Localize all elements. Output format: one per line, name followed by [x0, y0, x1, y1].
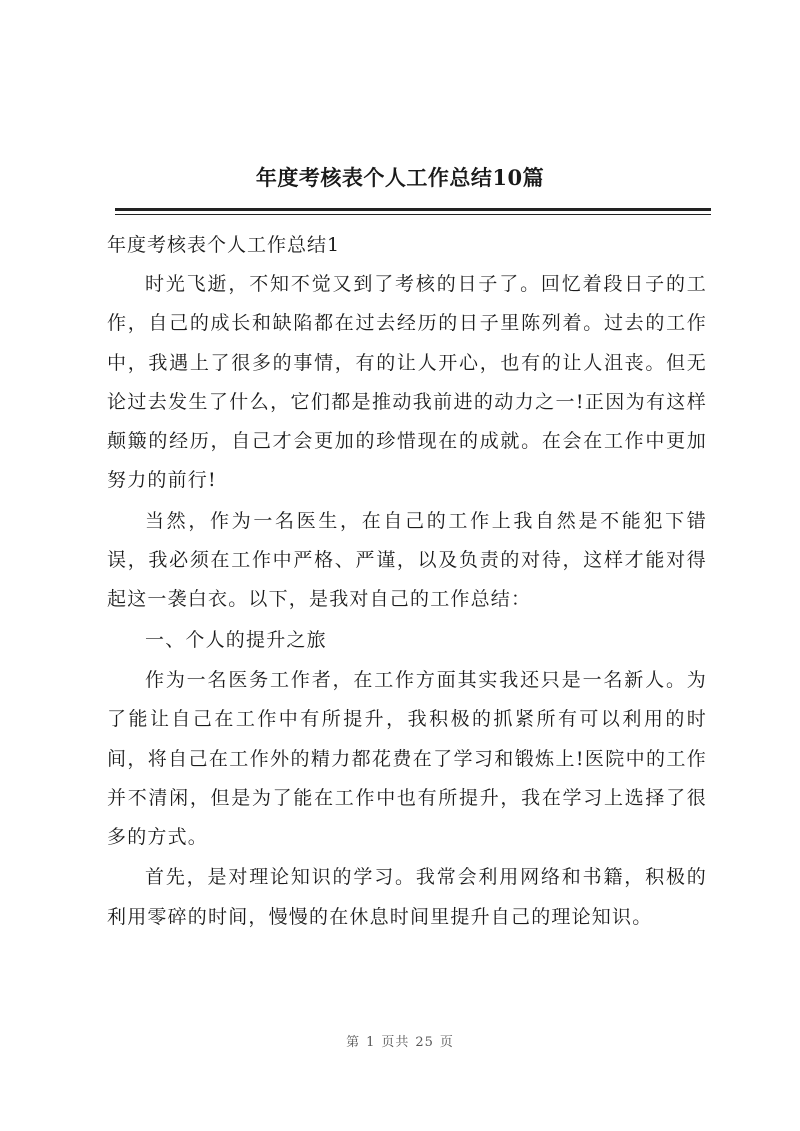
page-footer: [0, 1031, 800, 1050]
footer-suffix: 页: [439, 1035, 454, 1050]
document-body: [107, 226, 707, 937]
subheading-personal-growth: 一、个人的提升之旅: [145, 628, 327, 651]
footer-total-pages: 25: [415, 1035, 434, 1050]
title-rule-thick: [115, 208, 711, 211]
footer-mid: 页共: [381, 1035, 410, 1050]
document-title: 年度考核表个人工作总结10篇: [255, 165, 545, 190]
section-heading: 年度考核表个人工作总结1: [107, 234, 341, 256]
paragraph-1: 时光飞逝，不知不觉又到了考核的日子了。回忆着段日子的工作，自己的成长和缺陷都在过去经历的日子里陈列着。过去的工作中，我遇上了很多的事情，有的让人开心，也有的让人沮丧。但无论过去发生了什么，它们都是推动我前进的动力之一!正因为有这样颠簸的经历，自己才会更加的珍惜现在的成就。在会在工作中更加努力的前行!: [107, 273, 707, 492]
paragraph-2: 当然，作为一名医生，在自己的工作上我自然是不能犯下错误，我必须在工作中严格、严谨，以及负责的对待，这样才能对得起这一袭白衣。以下，是我对自己的工作总结：: [107, 509, 707, 611]
title-rule-thin: [115, 214, 711, 215]
paragraph-4: 首先，是对理论知识的学习。我常会利用网络和书籍，积极的利用零碎的时间，慢慢的在休息时间里提升自己的理论知识。: [107, 866, 707, 928]
footer-page-number: 1: [366, 1035, 376, 1050]
paragraph-3: 作为一名医务工作者，在工作方面其实我还只是一名新人。为了能让自己在工作中有所提升，我积极的抓紧所有可以利用的时间，将自己在工作外的精力都花费在了学习和锻炼上!医院中的工作并不清闲，但是为了能在工作中也有所提升，我在学习上选择了很多的方式。: [107, 668, 707, 849]
footer-prefix: 第: [346, 1035, 361, 1050]
